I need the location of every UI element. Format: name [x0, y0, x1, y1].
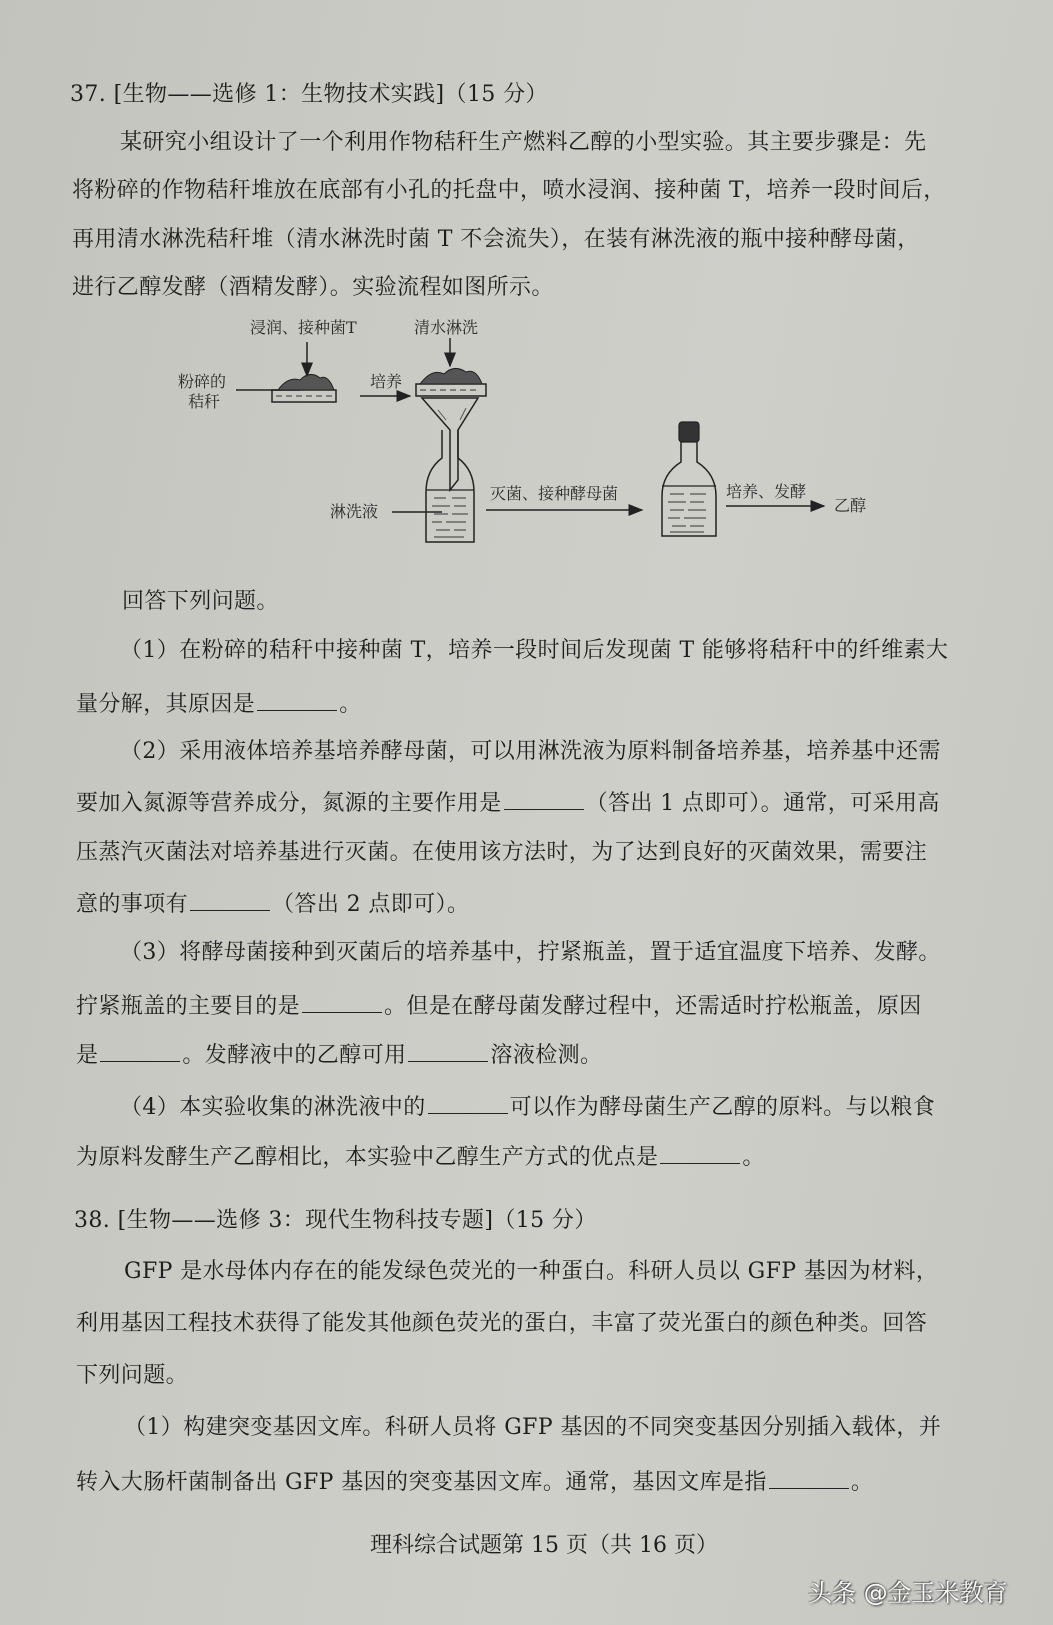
text: 拧紧瓶盖的主要目的是 — [76, 994, 301, 1019]
label-ethanol: 乙醇 — [834, 496, 867, 515]
page-footer: 理科综合试题第 15 页（共 16 页） — [370, 1533, 718, 1558]
label-rinse: 清水淋洗 — [414, 318, 479, 337]
q38-sub1-line2 — [76, 1466, 873, 1498]
text: 。 — [850, 1470, 874, 1495]
q37-sub2-line2 — [76, 787, 940, 819]
text: 溶液检测。 — [490, 1043, 603, 1068]
q37-sub3-line3 — [76, 1039, 602, 1071]
label-culture-ferment: 培养、发酵 — [726, 482, 807, 501]
q37-sub2-line3: 压蒸汽灭菌法对培养基进行灭菌。在使用该方法时，为了达到良好的灭菌效果，需要注 — [76, 840, 928, 865]
text: （4）本实验收集的淋洗液中的 — [120, 1095, 426, 1120]
label-sterilize-yeast: 灭菌、接种酵母菌 — [490, 484, 619, 503]
q38-intro-line-2: 利用基因工程技术获得了能发其他颜色荧光的蛋白，丰富了荧光蛋白的颜色种类。回答 — [76, 1311, 928, 1336]
text: （答出 1 点即可）。通常，可采用高 — [585, 791, 940, 816]
text: 为原料发酵生产乙醇相比，本实验中乙醇生产方式的优点是 — [76, 1145, 659, 1170]
q38-intro-line-1: GFP 是水母体内存在的能发绿色荧光的一种蛋白。科研人员以 GFP 基因为材料， — [124, 1259, 939, 1284]
answer-blank — [257, 688, 337, 711]
label-crushed: 粉碎的 — [178, 372, 227, 391]
label-culture: 培养 — [370, 372, 403, 391]
q37-intro-line-4: 进行乙醇发酵（酒精发酵）。实验流程如图所示。 — [72, 275, 554, 300]
q37-intro-line-3: 再用清水淋洗秸秆堆（清水淋洗时菌 T 不会流失），在装有淋洗液的瓶中接种酵母菌， — [72, 227, 920, 252]
watermark: 头条 @金玉米教育 — [808, 1579, 1008, 1607]
q38-intro-line-3: 下列问题。 — [76, 1363, 189, 1388]
text: （答出 2 点即可）。 — [272, 892, 470, 917]
label-leachate: 淋洗液 — [330, 502, 379, 521]
q37-intro-line-1: 某研究小组设计了一个利用作物秸秆生产燃料乙醇的小型实验。其主要步骤是：先 — [120, 130, 927, 155]
tray-2-icon — [416, 368, 486, 396]
answer-blank — [302, 990, 382, 1013]
funnel-icon — [422, 398, 478, 490]
answer-blank — [660, 1141, 740, 1164]
q38-title: 38. [生物——选修 3：现代生物科技专题]（15 分） — [74, 1208, 597, 1233]
text: 量分解，其原因是 — [76, 692, 256, 717]
q37-sub2-line1: （2）采用液体培养基培养酵母菌，可以用淋洗液为原料制备培养基，培养基中还需 — [120, 739, 941, 764]
q37-prompt: 回答下列问题。 — [122, 589, 279, 614]
label-straw: 秸秆 — [188, 392, 221, 411]
q37-sub1-line2 — [76, 688, 362, 720]
q37-intro-line-2: 将粉碎的作物秸秆堆放在底部有小孔的托盘中，喷水浸润、接种菌 T，培养一段时间后， — [72, 178, 946, 203]
text: 是 — [76, 1043, 99, 1068]
q37-sub4-line2 — [76, 1141, 765, 1173]
fermentation-bottle-icon — [662, 422, 716, 536]
experiment-flow-diagram — [170, 320, 930, 570]
q37-title: 37. [生物——选修 1：生物技术实践]（15 分） — [70, 82, 548, 107]
q37-sub4-line1 — [120, 1091, 935, 1123]
answer-blank — [769, 1466, 849, 1489]
text: 可以作为酵母菌生产乙醇的原料。与以粮食 — [509, 1095, 936, 1120]
answer-blank — [100, 1039, 180, 1062]
answer-blank — [190, 888, 270, 911]
q37-sub1-line1: （1）在粉碎的秸秆中接种菌 T，培养一段时间后发现菌 T 能够将秸秆中的纤维素大 — [120, 638, 949, 663]
text: 要加入氮源等营养成分，氮源的主要作用是 — [76, 791, 502, 816]
text: 。但是在酵母菌发酵过程中，还需适时拧松瓶盖，原因 — [384, 994, 922, 1019]
answer-blank — [504, 787, 584, 810]
answer-blank — [428, 1091, 508, 1114]
q37-sub2-line4 — [76, 888, 469, 920]
q37-sub3-line2 — [76, 990, 922, 1022]
text: 。 — [339, 692, 362, 717]
q37-sub3-line1: （3）将酵母菌接种到灭菌后的培养基中，拧紧瓶盖，置于适宜温度下培养、发酵。 — [120, 940, 941, 965]
flow-diagram-graphic — [170, 320, 930, 570]
text: 意的事项有 — [76, 892, 189, 917]
text: 转入大肠杆菌制备出 GFP 基因的突变基因文库。通常，基因文库是指 — [76, 1470, 767, 1495]
q38-sub1-line1: （1）构建突变基因文库。科研人员将 GFP 基因的不同突变基因分别插入载体，并 — [124, 1415, 942, 1440]
text: 。发酵液中的乙醇可用 — [182, 1043, 407, 1068]
tray-1-icon — [272, 374, 336, 402]
text: 。 — [742, 1145, 765, 1170]
label-soak-inoculate: 浸润、接种菌T — [250, 318, 357, 337]
answer-blank — [408, 1039, 488, 1062]
